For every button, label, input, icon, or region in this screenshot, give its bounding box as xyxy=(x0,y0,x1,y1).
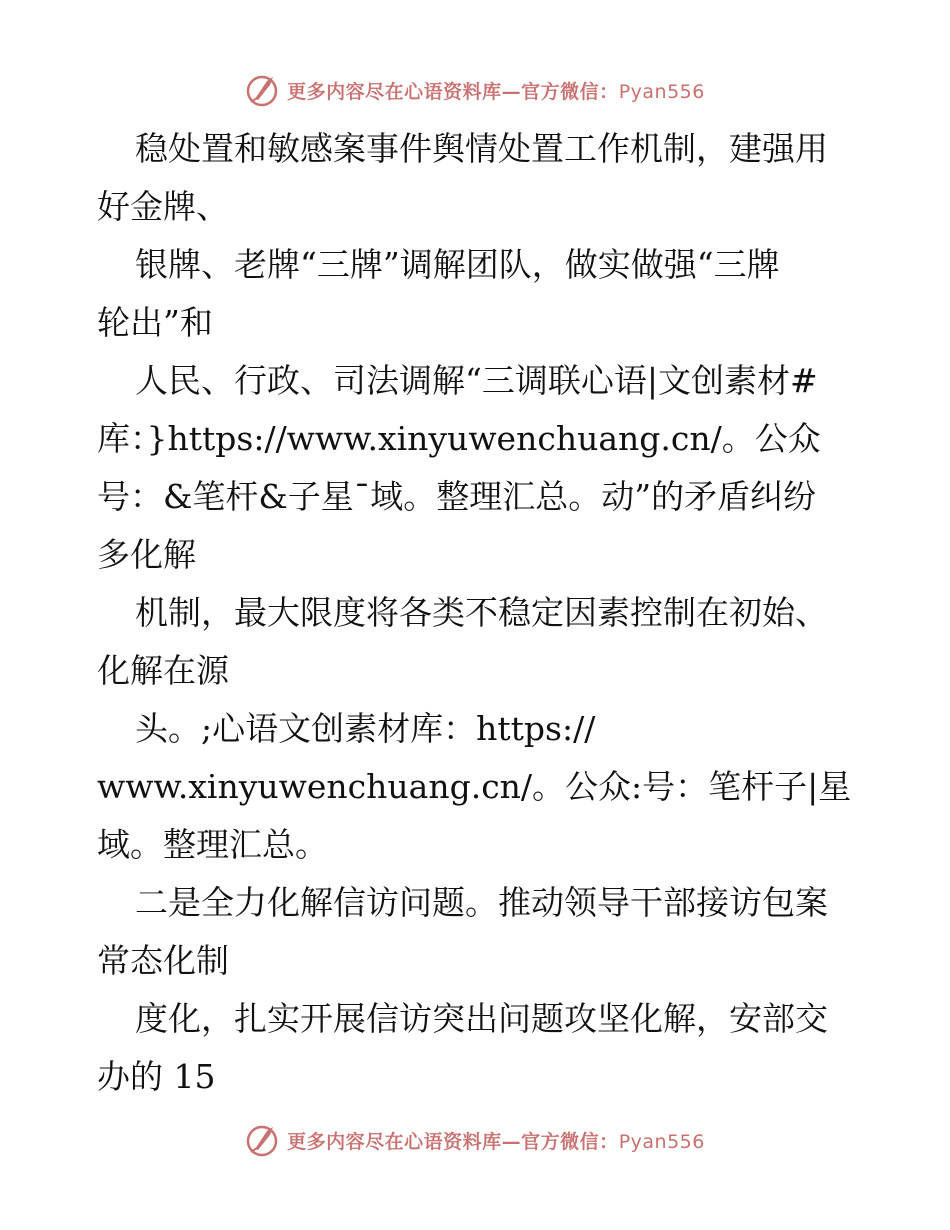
body-line: 号：&笔杆&子星¯域。整理汇总。动”的矛盾纠纷 xyxy=(97,477,817,516)
watermark-main-text: 更多内容尽在心语资料库 xyxy=(287,1130,502,1153)
watermark-wechat-id: Pyan556 xyxy=(618,1130,705,1153)
body-line: 好金牌、 xyxy=(97,187,229,226)
watermark-wechat-id: Pyan556 xyxy=(618,80,705,103)
body-line: 域。整理汇总。 xyxy=(97,825,328,864)
watermark-text xyxy=(287,1127,705,1154)
body-line: 稳处置和敏感案事件舆情处置工作机制，建强用 xyxy=(135,129,828,168)
watermark-wechat-label: 官方微信： xyxy=(521,1130,619,1153)
body-line: 轮出”和 xyxy=(97,303,213,342)
body-line: 多化解 xyxy=(97,535,196,574)
quill-pen-logo-icon xyxy=(245,1122,281,1158)
watermark-wechat-label: 官方微信： xyxy=(521,80,619,103)
quill-pen-logo-icon xyxy=(245,72,281,108)
watermark-text xyxy=(287,77,705,104)
watermark-main-text: 更多内容尽在心语资料库 xyxy=(287,80,502,103)
body-line: 二是全力化解信访问题。推动领导干部接访包案 xyxy=(135,883,828,922)
header-watermark xyxy=(0,68,950,112)
body-line: 人民、行政、司法调解“三调联心语|文创素材# xyxy=(135,361,818,400)
body-line: 化解在源 xyxy=(97,651,229,690)
body-line: 银牌、老牌“三牌”调解团队，做实做强“三牌 xyxy=(135,245,780,284)
body-line: 常态化制 xyxy=(97,941,229,980)
body-line: 办的 15 xyxy=(97,1057,216,1096)
body-line: www.xinyuwenchuang.cn/。公众:号：笔杆子|星 xyxy=(97,767,852,806)
document-body xyxy=(97,120,857,1106)
watermark-dash: — xyxy=(501,80,522,103)
watermark-dash: — xyxy=(501,1130,522,1153)
footer-watermark xyxy=(0,1118,950,1162)
body-line: 头。;心语文创素材库：https:// xyxy=(135,709,596,748)
body-line: 机制，最大限度将各类不稳定因素控制在初始、 xyxy=(135,593,828,632)
body-line: 库：}https://www.xinyuwenchuang.cn/。公众 xyxy=(97,419,821,458)
body-line: 度化，扎实开展信访突出问题攻坚化解，安部交 xyxy=(135,999,828,1038)
